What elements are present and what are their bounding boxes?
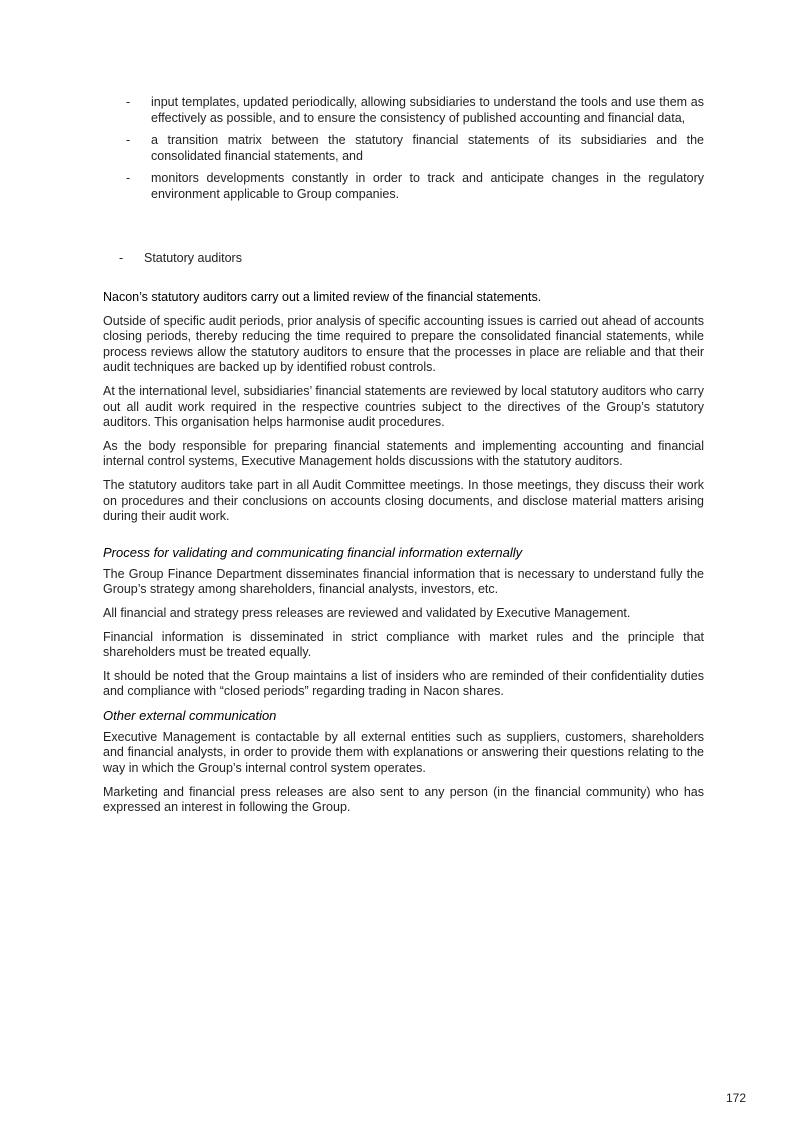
body-text [103,290,704,824]
heading-other-external-communication: Other external communication [103,707,277,723]
paragraph: It should be noted that the Group maintains a list of insiders who are reminded of their confidentiality duties and compliance with “closed periods” regarding trading in Nacon shares. [103,668,704,699]
paragraph: The Group Finance Department disseminates financial information that is necessary to understand fully the Group’s strategy among shareholders, financial analysts, investors, etc. [103,566,704,597]
paragraph: Executive Management is contactable by all external entities such as suppliers, customers, shareholders and financial analysts, in order to provide them with explanations or answering their questions relating to the way in which the Group’s internal control system operates. [103,729,704,776]
section-heading-statutory-auditors [119,251,242,265]
paragraph: Financial information is disseminated in strict compliance with market rules and the principle that shareholders must be treated equally. [103,629,704,660]
dash-marker: - [126,95,131,109]
list-item-text: monitors developments constantly in order to track and anticipate changes in the regulatory environment applicable to Group companies. [151,171,704,201]
dash-marker: - [119,251,124,265]
heading-validating-communicating: Process for validating and communicating financial information externally [103,544,523,560]
list-item-text: input templates, updated periodically, allowing subsidiaries to understand the tools and use them as effectively as possible, and to ensure the consistency of published accounting and financial data, [151,95,704,125]
paragraph: The statutory auditors take part in all Audit Committee meetings. In those meetings, they discuss their work on procedures and their conclusions on accounts closing documents, and disclose material matters arising during their audit work. [103,477,704,524]
bullet-list [126,95,704,210]
page-number: 172 [725,1091,746,1105]
dash-marker: - [126,171,131,186]
paragraph: At the international level, subsidiaries’ financial statements are reviewed by local statutory auditors who carry out all audit work required in the respective countries subject to the directives of the Group’s statutory auditors. This organisation helps harmonise audit procedures. [103,383,704,430]
paragraph: Marketing and financial press releases are also sent to any person (in the financial community) who has expressed an interest in following the Group. [103,784,704,815]
list-item-text: a transition matrix between the statutory financial statements of its subsidiaries and the consolidated financial statements, and [151,133,704,163]
paragraph: All financial and strategy press releases are reviewed and validated by Executive Management. [103,605,631,620]
list-item [126,95,704,126]
list-item [126,133,704,164]
paragraph: As the body responsible for preparing financial statements and implementing accounting and financial internal control systems, Executive Management holds discussions with the statutory auditors. [103,438,704,469]
dash-marker: - [126,133,131,148]
paragraph: Outside of specific audit periods, prior analysis of specific accounting issues is carried out ahead of accounts closing periods, thereby reducing the time required to prepare the consolidated financial statements, while process reviews allow the statutory auditors to ensure that the processes in place are reliable and that their audit techniques are backed up by identified robust controls. [103,313,704,375]
paragraph: Nacon’s statutory auditors carry out a limited review of the financial statements. [103,290,542,304]
section-title: Statutory auditors [144,251,242,265]
list-item [126,171,704,202]
